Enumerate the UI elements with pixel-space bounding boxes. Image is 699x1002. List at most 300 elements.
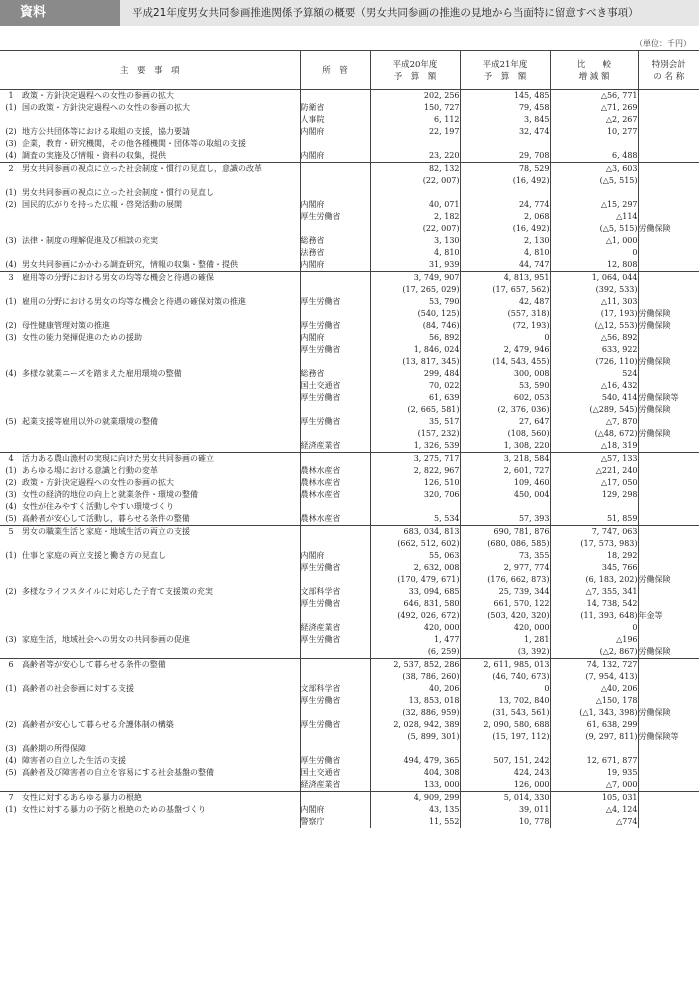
diff-value: △7, 000 — [605, 780, 638, 789]
fy21-value: 10, 778 — [518, 817, 550, 826]
diff-cell — [550, 344, 638, 356]
item-cell — [0, 138, 300, 150]
fy21-value: (503, 420, 320) — [487, 611, 550, 620]
ministry-value: 警察庁 — [300, 817, 325, 826]
item-cell — [0, 574, 300, 586]
ministry-cell — [300, 804, 370, 816]
fy21-cell — [460, 344, 550, 356]
fy20-value: 4, 810 — [434, 248, 460, 257]
fy20-value: (13, 817, 345) — [402, 357, 460, 366]
fy20-value: 2, 632, 008 — [413, 563, 460, 572]
fy21-value: (15, 197, 112) — [492, 732, 550, 741]
diff-cell — [550, 440, 638, 453]
special-cell — [638, 114, 699, 126]
ministry-cell — [300, 187, 370, 199]
table-row — [0, 574, 699, 586]
ministry-cell — [300, 574, 370, 586]
special-cell — [638, 235, 699, 247]
ministry-cell — [300, 211, 370, 223]
diff-value: △196 — [616, 635, 638, 644]
special-cell — [638, 671, 699, 683]
diff-value: (△289, 545) — [589, 405, 638, 414]
item-cell — [0, 816, 300, 828]
fy21-cell — [460, 199, 550, 211]
special-cell — [638, 404, 699, 416]
item-cell — [0, 465, 300, 477]
fy20-value: 56, 892 — [428, 333, 460, 342]
fy20-cell — [370, 550, 460, 562]
ministry-value: 法務省 — [300, 248, 325, 257]
fy21-value: 4, 813, 951 — [503, 273, 550, 282]
fy21-cell — [460, 622, 550, 634]
header-fy20-line2: 予 算 額 — [393, 72, 437, 82]
fy20-cell — [370, 344, 460, 356]
fy20-cell — [370, 598, 460, 610]
special-cell — [638, 320, 699, 332]
ministry-cell — [300, 332, 370, 344]
ministry-cell — [300, 779, 370, 792]
diff-cell — [550, 199, 638, 211]
diff-value: △71, 269 — [600, 103, 638, 112]
ministry-cell — [300, 150, 370, 163]
fy21-value: 5, 014, 330 — [503, 793, 550, 802]
item-label: 女性に対するあらゆる暴力の根絶 — [22, 793, 142, 802]
table-row — [0, 598, 699, 610]
fy21-value: (72, 193) — [512, 321, 550, 330]
ministry-cell — [300, 659, 370, 672]
ministry-value: 国土交通省 — [300, 381, 341, 390]
table-row — [0, 646, 699, 659]
special-cell — [638, 816, 699, 828]
special-cell — [638, 489, 699, 501]
fy20-cell — [370, 138, 460, 150]
special-cell — [638, 296, 699, 320]
item-cell — [0, 719, 300, 731]
diff-cell — [550, 598, 638, 610]
item-label: 女性に対する暴力の予防と根絶のための基盤づくり — [22, 805, 206, 814]
diff-cell — [550, 646, 638, 659]
fy20-value: 1, 846, 024 — [413, 345, 460, 354]
fy20-value: 11, 552 — [428, 817, 460, 826]
item-number: (5) — [5, 768, 17, 777]
ministry-cell — [300, 259, 370, 272]
fy21-cell — [460, 707, 550, 719]
item-cell — [0, 526, 300, 539]
special-cell — [638, 695, 699, 707]
header-diff — [550, 51, 638, 90]
fy20-cell — [370, 272, 460, 285]
ministry-value: 防衛省 — [300, 103, 325, 112]
table-row — [0, 356, 699, 368]
fy20-value: 70, 022 — [428, 381, 460, 390]
fy21-value-secondary: (16, 492) — [512, 176, 550, 185]
fy21-value: 450, 004 — [513, 490, 550, 499]
ministry-value: 総務省 — [300, 369, 325, 378]
diff-cell — [550, 659, 638, 672]
fy20-cell — [370, 223, 460, 235]
diff-value: △774 — [616, 817, 638, 826]
table-row — [0, 755, 699, 767]
fy21-value: 27, 647 — [518, 417, 550, 426]
fy21-cell — [460, 453, 550, 466]
diff-cell — [550, 102, 638, 114]
fy21-value: 602, 053 — [513, 393, 550, 402]
table-row — [0, 380, 699, 392]
special-cell — [638, 453, 699, 466]
ministry-cell — [300, 223, 370, 235]
fy20-value: 13, 853, 018 — [408, 696, 460, 705]
diff-cell — [550, 150, 638, 163]
item-number: 7 — [8, 793, 14, 802]
ministry-cell — [300, 247, 370, 259]
special-cell — [638, 440, 699, 453]
diff-cell — [550, 380, 638, 392]
item-cell — [0, 755, 300, 767]
fy21-cell — [460, 114, 550, 126]
fy21-cell — [460, 501, 550, 513]
fy20-value: 299, 484 — [423, 369, 460, 378]
fy20-cell — [370, 102, 460, 114]
item-number: (3) — [5, 490, 17, 499]
item-label: 障害者の自立した生活の支援 — [22, 756, 126, 765]
ministry-value: 経済産業省 — [300, 623, 341, 632]
fy20-value: (6, 259) — [427, 647, 460, 656]
fy21-value: (2, 376, 036) — [497, 405, 550, 414]
fy20-cell — [370, 707, 460, 719]
special-account: 年金等 — [638, 611, 663, 620]
fy21-cell — [460, 356, 550, 368]
diff-value: 12, 808 — [606, 260, 638, 269]
item-cell — [0, 586, 300, 598]
diff-value: 12, 671, 877 — [586, 756, 638, 765]
item-number: 1 — [8, 91, 14, 100]
table-row — [0, 440, 699, 453]
fy20-value: 420, 000 — [423, 623, 460, 632]
item-number: (1) — [5, 188, 17, 197]
ministry-cell — [300, 126, 370, 138]
fy21-cell — [460, 211, 550, 223]
fy21-cell — [460, 634, 550, 646]
diff-cell — [550, 235, 638, 247]
ministry-cell — [300, 356, 370, 368]
diff-value: (9, 297, 811) — [585, 732, 638, 741]
item-number: (5) — [5, 417, 17, 426]
special-cell — [638, 477, 699, 489]
table-row — [0, 344, 699, 356]
ministry-cell — [300, 235, 370, 247]
fy21-cell — [460, 610, 550, 622]
fy21-value-secondary: (557, 318) — [507, 309, 550, 318]
item-label: 政策・方針決定過程への女性の参画の拡大 — [22, 478, 174, 487]
item-cell — [0, 683, 300, 695]
fy21-cell — [460, 538, 550, 550]
diff-cell — [550, 755, 638, 767]
table-row — [0, 404, 699, 416]
diff-cell — [550, 126, 638, 138]
fy20-cell — [370, 356, 460, 368]
ministry-cell — [300, 792, 370, 805]
ministry-cell — [300, 416, 370, 428]
item-label: 女性の経済的地位の向上と就業条件・環境の整備 — [22, 490, 198, 499]
ministry-cell — [300, 755, 370, 767]
fy21-cell — [460, 428, 550, 440]
fy21-value: 29, 708 — [518, 151, 550, 160]
section-row — [0, 792, 699, 805]
item-number: 5 — [8, 527, 14, 536]
diff-value: (△1, 343, 398) — [579, 708, 638, 717]
ministry-cell — [300, 731, 370, 743]
table-row — [0, 513, 699, 526]
item-cell — [0, 247, 300, 259]
ministry-cell — [300, 707, 370, 719]
special-cell — [638, 574, 699, 586]
ministry-value: 文部科学省 — [300, 587, 341, 596]
ministry-value: 内閣府 — [300, 805, 325, 814]
header-diff-line1: 比 較 — [576, 60, 611, 70]
ministry-cell — [300, 199, 370, 211]
fy21-cell — [460, 477, 550, 489]
diff-cell — [550, 320, 638, 332]
special-cell — [638, 428, 699, 440]
item-cell — [0, 187, 300, 199]
document-badge: 資料 — [0, 0, 120, 26]
item-number: (3) — [5, 744, 17, 753]
item-cell — [0, 223, 300, 235]
table-body — [0, 90, 699, 829]
special-cell — [638, 731, 699, 743]
diff-value: 0 — [632, 248, 638, 257]
item-cell — [0, 296, 300, 320]
ministry-cell — [300, 163, 370, 188]
special-cell — [638, 90, 699, 103]
fy20-cell — [370, 622, 460, 634]
fy20-cell — [370, 792, 460, 805]
fy20-value: 202, 256 — [423, 91, 460, 100]
item-cell — [0, 477, 300, 489]
item-cell — [0, 102, 300, 114]
diff-value: 129, 298 — [601, 490, 638, 499]
table-row — [0, 610, 699, 622]
fy21-cell — [460, 150, 550, 163]
item-cell — [0, 332, 300, 344]
special-cell — [638, 707, 699, 719]
item-label: 起業支援等雇用以外の就業環境の整備 — [22, 417, 158, 426]
diff-value: (17, 573, 983) — [580, 539, 638, 548]
special-cell — [638, 187, 699, 199]
item-cell — [0, 211, 300, 223]
fy21-cell — [460, 683, 550, 695]
table-row — [0, 259, 699, 272]
ministry-value: 内閣府 — [300, 127, 325, 136]
fy20-value: 53, 790 — [428, 297, 460, 306]
fy21-cell — [460, 695, 550, 707]
fy21-cell — [460, 598, 550, 610]
fy21-cell — [460, 816, 550, 828]
fy20-cell — [370, 610, 460, 622]
item-number: 2 — [8, 164, 14, 173]
special-cell — [638, 199, 699, 211]
fy21-cell — [460, 223, 550, 235]
diff-cell — [550, 816, 638, 828]
diff-cell — [550, 259, 638, 272]
fy21-value: 300, 008 — [513, 369, 550, 378]
ministry-cell — [300, 526, 370, 539]
item-label: 女性の能力発揮促進のための援助 — [22, 333, 142, 342]
special-cell — [638, 259, 699, 272]
fy20-cell — [370, 150, 460, 163]
fy20-cell — [370, 646, 460, 659]
table-row — [0, 138, 699, 150]
diff-value: △150, 178 — [595, 696, 638, 705]
ministry-cell — [300, 102, 370, 114]
diff-value: △1, 000 — [605, 236, 638, 245]
fy20-value: (17, 265, 029) — [402, 285, 460, 294]
fy21-cell — [460, 392, 550, 404]
ministry-value: 厚生労働省 — [300, 635, 341, 644]
fy21-cell — [460, 767, 550, 779]
item-label: 女性が住みやすく活動しやすい環境づくり — [22, 502, 174, 511]
item-cell — [0, 235, 300, 247]
diff-value: 7, 747, 063 — [591, 527, 638, 536]
fy20-cell — [370, 574, 460, 586]
item-cell — [0, 356, 300, 368]
table-row — [0, 114, 699, 126]
table-row — [0, 683, 699, 695]
special-cell — [638, 598, 699, 610]
fy20-cell — [370, 755, 460, 767]
diff-cell — [550, 368, 638, 380]
ministry-value: 内閣府 — [300, 260, 325, 269]
fy20-value: 404, 308 — [423, 768, 460, 777]
item-number: (1) — [5, 103, 17, 112]
diff-cell — [550, 804, 638, 816]
item-number: 6 — [8, 660, 14, 669]
fy20-value: 61, 639 — [428, 393, 460, 402]
table-row — [0, 671, 699, 683]
fy20-value: 6, 112 — [434, 115, 460, 124]
ministry-cell — [300, 272, 370, 285]
item-number: (3) — [5, 635, 17, 644]
table-row — [0, 235, 699, 247]
table-row — [0, 550, 699, 562]
fy21-cell — [460, 284, 550, 296]
special-cell — [638, 126, 699, 138]
fy20-value: 82, 132 — [428, 164, 460, 173]
item-label: 母性健康管理対策の推進 — [22, 321, 110, 330]
fy20-cell — [370, 816, 460, 828]
fy21-value: (16, 492) — [512, 224, 550, 233]
special-cell — [638, 356, 699, 368]
section-row — [0, 659, 699, 672]
section-row — [0, 526, 699, 539]
fy20-value: 1, 477 — [434, 635, 460, 644]
item-label: 男女共同参画の視点に立った社会制度・慣行の見直し，意識の改革 — [22, 164, 262, 173]
fy21-cell — [460, 719, 550, 731]
diff-cell — [550, 428, 638, 440]
fy21-value: 2, 479, 946 — [503, 345, 550, 354]
fy20-value: 55, 063 — [428, 551, 460, 560]
header-special — [638, 51, 699, 90]
fy21-cell — [460, 90, 550, 103]
ministry-cell — [300, 453, 370, 466]
fy21-value: 44, 747 — [518, 260, 550, 269]
table-row — [0, 150, 699, 163]
diff-value: (7, 954, 413) — [585, 672, 638, 681]
section-row — [0, 90, 699, 103]
diff-cell — [550, 671, 638, 683]
special-cell — [638, 150, 699, 163]
fy20-cell — [370, 671, 460, 683]
fy21-cell — [460, 320, 550, 332]
ministry-value: 内閣府 — [300, 333, 325, 342]
fy21-value: 79, 458 — [518, 103, 550, 112]
section-row — [0, 163, 699, 188]
diff-value: △18, 319 — [600, 441, 638, 450]
special-cell — [638, 550, 699, 562]
item-cell — [0, 779, 300, 792]
fy21-value: 109, 460 — [513, 478, 550, 487]
ministry-cell — [300, 392, 370, 404]
ministry-cell — [300, 284, 370, 296]
table-row — [0, 368, 699, 380]
fy21-value: 2, 068 — [524, 212, 550, 221]
ministry-cell — [300, 598, 370, 610]
diff-cell — [550, 695, 638, 707]
fy21-value: 32, 474 — [518, 127, 550, 136]
item-cell — [0, 284, 300, 296]
fy20-value: (157, 232) — [417, 429, 460, 438]
item-cell — [0, 199, 300, 211]
item-cell — [0, 610, 300, 622]
fy20-value: 5, 534 — [434, 514, 460, 523]
item-label: 仕事と家庭の両立支援と働き方の見直し — [22, 551, 166, 560]
item-label: 高齢者の社会参画に対する支援 — [22, 684, 134, 693]
item-number: (1) — [5, 551, 17, 560]
diff-cell — [550, 211, 638, 223]
diff-cell — [550, 574, 638, 586]
item-label: 男女共同参画にかかわる調査研究，情報の収集・整備・提供 — [22, 260, 238, 269]
fy20-value: 3, 749, 907 — [413, 273, 460, 282]
table-row — [0, 211, 699, 223]
item-label: 政策・方針決定過程への女性の参画の拡大 — [22, 91, 174, 100]
ministry-value: 経済産業省 — [300, 441, 341, 450]
header-item: 主 要 事 項 — [0, 51, 300, 90]
fy21-cell — [460, 646, 550, 659]
fy21-cell — [460, 235, 550, 247]
fy21-value: 53, 590 — [518, 381, 550, 390]
item-number: (4) — [5, 502, 17, 511]
ministry-cell — [300, 344, 370, 356]
item-cell — [0, 404, 300, 416]
fy21-cell — [460, 380, 550, 392]
fy20-cell — [370, 562, 460, 574]
fy21-value: 1, 281 — [524, 635, 550, 644]
table-row — [0, 223, 699, 235]
diff-cell — [550, 767, 638, 779]
item-number: (4) — [5, 756, 17, 765]
fy21-cell — [460, 513, 550, 526]
diff-value: (726, 110) — [595, 357, 638, 366]
diff-cell — [550, 538, 638, 550]
diff-cell — [550, 223, 638, 235]
diff-value: 14, 738, 542 — [586, 599, 638, 608]
fy20-value: 3, 130 — [434, 236, 460, 245]
item-cell — [0, 671, 300, 683]
item-number: (1) — [5, 466, 17, 475]
special-account: 労働保険 — [638, 224, 671, 233]
ministry-cell — [300, 671, 370, 683]
item-cell — [0, 126, 300, 138]
